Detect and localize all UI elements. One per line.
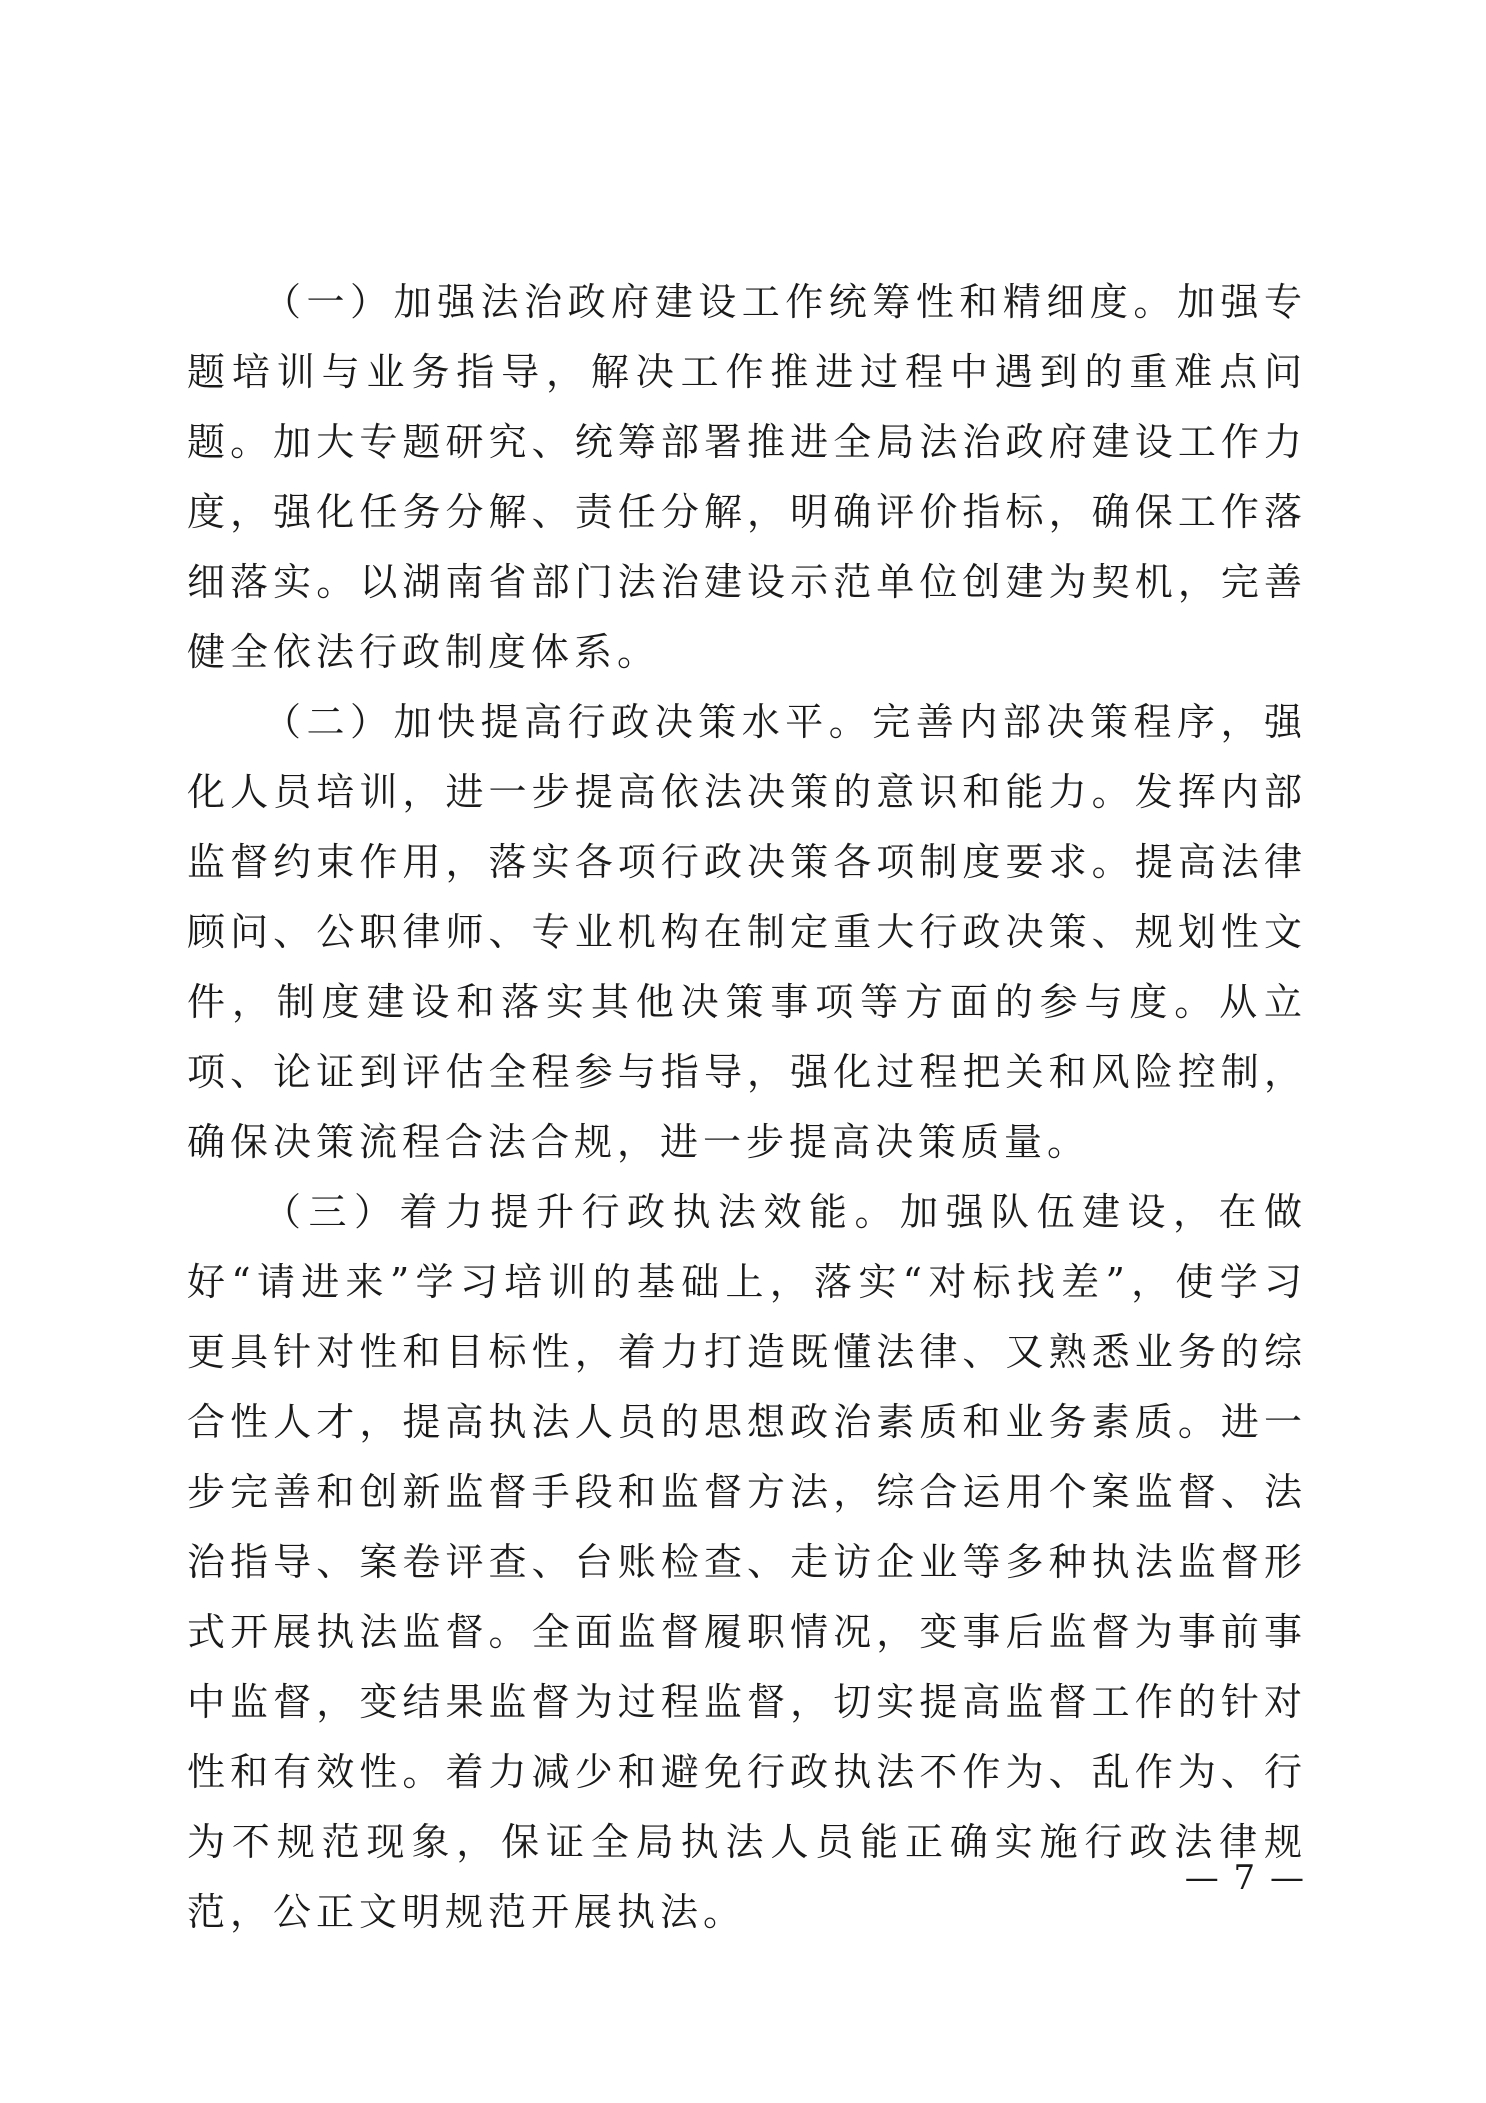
document-body	[187, 267, 1307, 1947]
page-number: — 7 —	[1184, 1858, 1306, 1898]
paragraph-3: （三）着力提升行政执法效能。加强队伍建设，在做好“请进来”学习培训的基础上，落实“对标找差”，使学习更具针对性和目标性，着力打造既懂法律、又熟悉业务的综合性人才，提高执法人员的思想政治素质和业务素质。进一步完善和创新监督手段和监督方法，综合运用个案监督、法治指导、案卷评查、台账检查、走访企业等多种执法监督形式开展执法监督。全面监督履职情况，变事后监督为事前事中监督，变结果监督为过程监督，切实提高监督工作的针对性和有效性。着力减少和避免行政执法不作为、乱作为、行为不规范现象，保证全局执法人员能正确实施行政法律规范，公正文明规范开展执法。	[187, 1190, 1307, 1934]
paragraph-1: （一）加强法治政府建设工作统筹性和精细度。加强专题培训与业务指导，解决工作推进过程中遇到的重难点问题。加大专题研究、统筹部署推进全局法治政府建设工作力度，强化任务分解、责任分解，明确评价指标，确保工作落细落实。以湖南省部门法治建设示范单位创建为契机，完善健全依法行政制度体系。	[187, 280, 1307, 674]
paragraph-2: （二）加快提高行政决策水平。完善内部决策程序，强化人员培训，进一步提高依法决策的意识和能力。发挥内部监督约束作用，落实各项行政决策各项制度要求。提高法律顾问、公职律师、专业机构在制定重大行政决策、规划性文件，制度建设和落实其他决策事项等方面的参与度。从立项、论证到评估全程参与指导，强化过程把关和风险控制，确保决策流程合法合规，进一步提高决策质量。	[187, 700, 1307, 1164]
